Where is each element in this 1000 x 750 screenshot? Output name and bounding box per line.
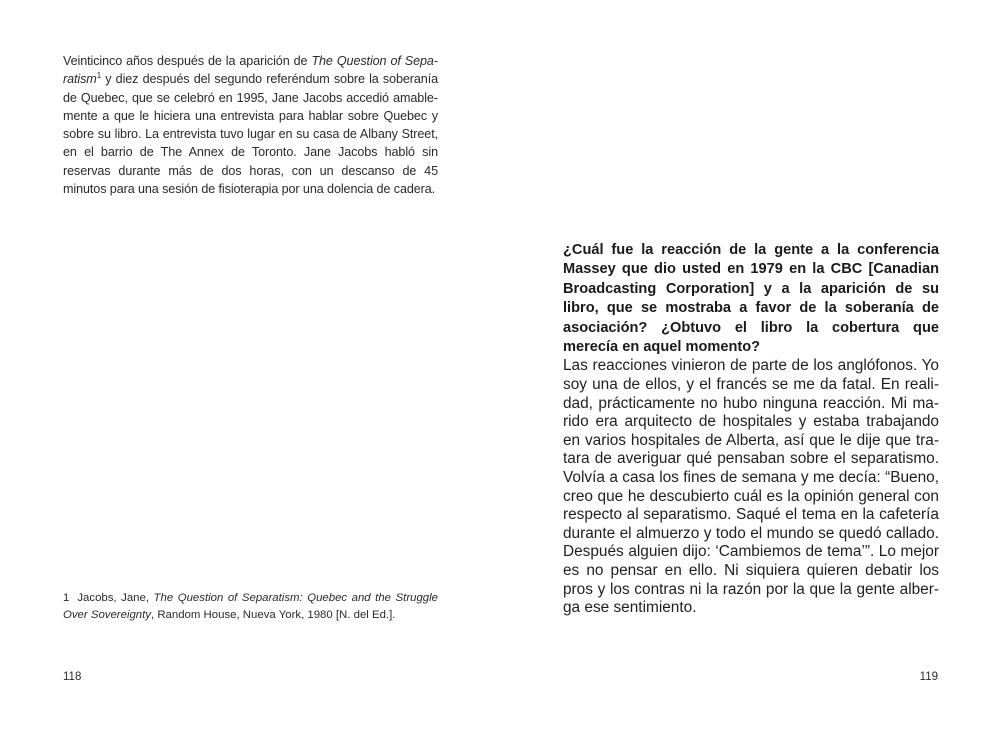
intro-text-end: y diez después del segundo referéndum sobre la soberanía de Quebec, que se celebró en 1995, Jane Jacobs accedió amablemente a que le hiciera una entrevista para hablar sobre Quebec y sobre su libro. La entrevista tuvo lugar en su casa de Albany Street, en el barrio de The Annex de Toronto. Jane Jacobs habló sin reservas durante más de dos horas, con un descanso de 45 minutos para una sesión de fisioterapia por una dolencia de cadera. bbox=[63, 72, 438, 197]
footnote bbox=[63, 590, 438, 624]
page-number-right: 119 bbox=[919, 671, 938, 683]
interview-answer: Las reacciones vinieron de parte de los anglófonos. Yo soy una de ellos, y el francés se me da fatal. En realidad, prácticamente no hubo ninguna reacción. Mi marido era arquitecto de hospitales y estaba trabajando en varios hospitales de Alberta, así que le dije que tratara de averiguar qué pensaban sobre el separatismo. Volvía a casa los fines de semana y me decía: “Bueno, creo que he descubierto cuál es la opinión general con respecto al separatismo. Saqué el tema en la cafetería durante el almuerzo y todo el mundo se quedó callado. Después alguien dijo: ‘Cambiemos de tema’”. Lo mejor es no pensar en ello. Ni siquiera quieren debatir los pros y los contras ni la razón por la que la gente alberga ese sentimiento. bbox=[563, 357, 939, 617]
right-page bbox=[500, 0, 1000, 750]
interview-question: ¿Cuál fue la reacción de la gente a la conferencia Massey que dio usted en 1979 en la CBC [Canadian Broadcasting Corporation] y a la aparición de su libro, que se mostraba a favor de la soberanía de asociación? ¿Obtuvo el libro la cobertura que merecía en aquel momento? bbox=[563, 242, 939, 356]
footnote-reference[interactable]: 1 bbox=[96, 71, 102, 81]
footnote-number: 1 bbox=[63, 592, 70, 604]
book-title: The Question of Separatism bbox=[63, 54, 438, 87]
footnote-author: Jacobs, Jane, bbox=[77, 592, 154, 604]
interview-block bbox=[563, 241, 939, 618]
intro-text-start: Veinticinco años después de la aparición de bbox=[63, 54, 312, 68]
footnote-publication: , Random House, Nueva York, 1980 [N. del Ed.]. bbox=[151, 609, 396, 622]
intro-paragraph bbox=[63, 52, 438, 198]
page-number-left: 118 bbox=[63, 671, 82, 683]
footnote-book-title: The Question of Separatism: Quebec and the Struggle Over Sovereignty bbox=[63, 592, 438, 622]
